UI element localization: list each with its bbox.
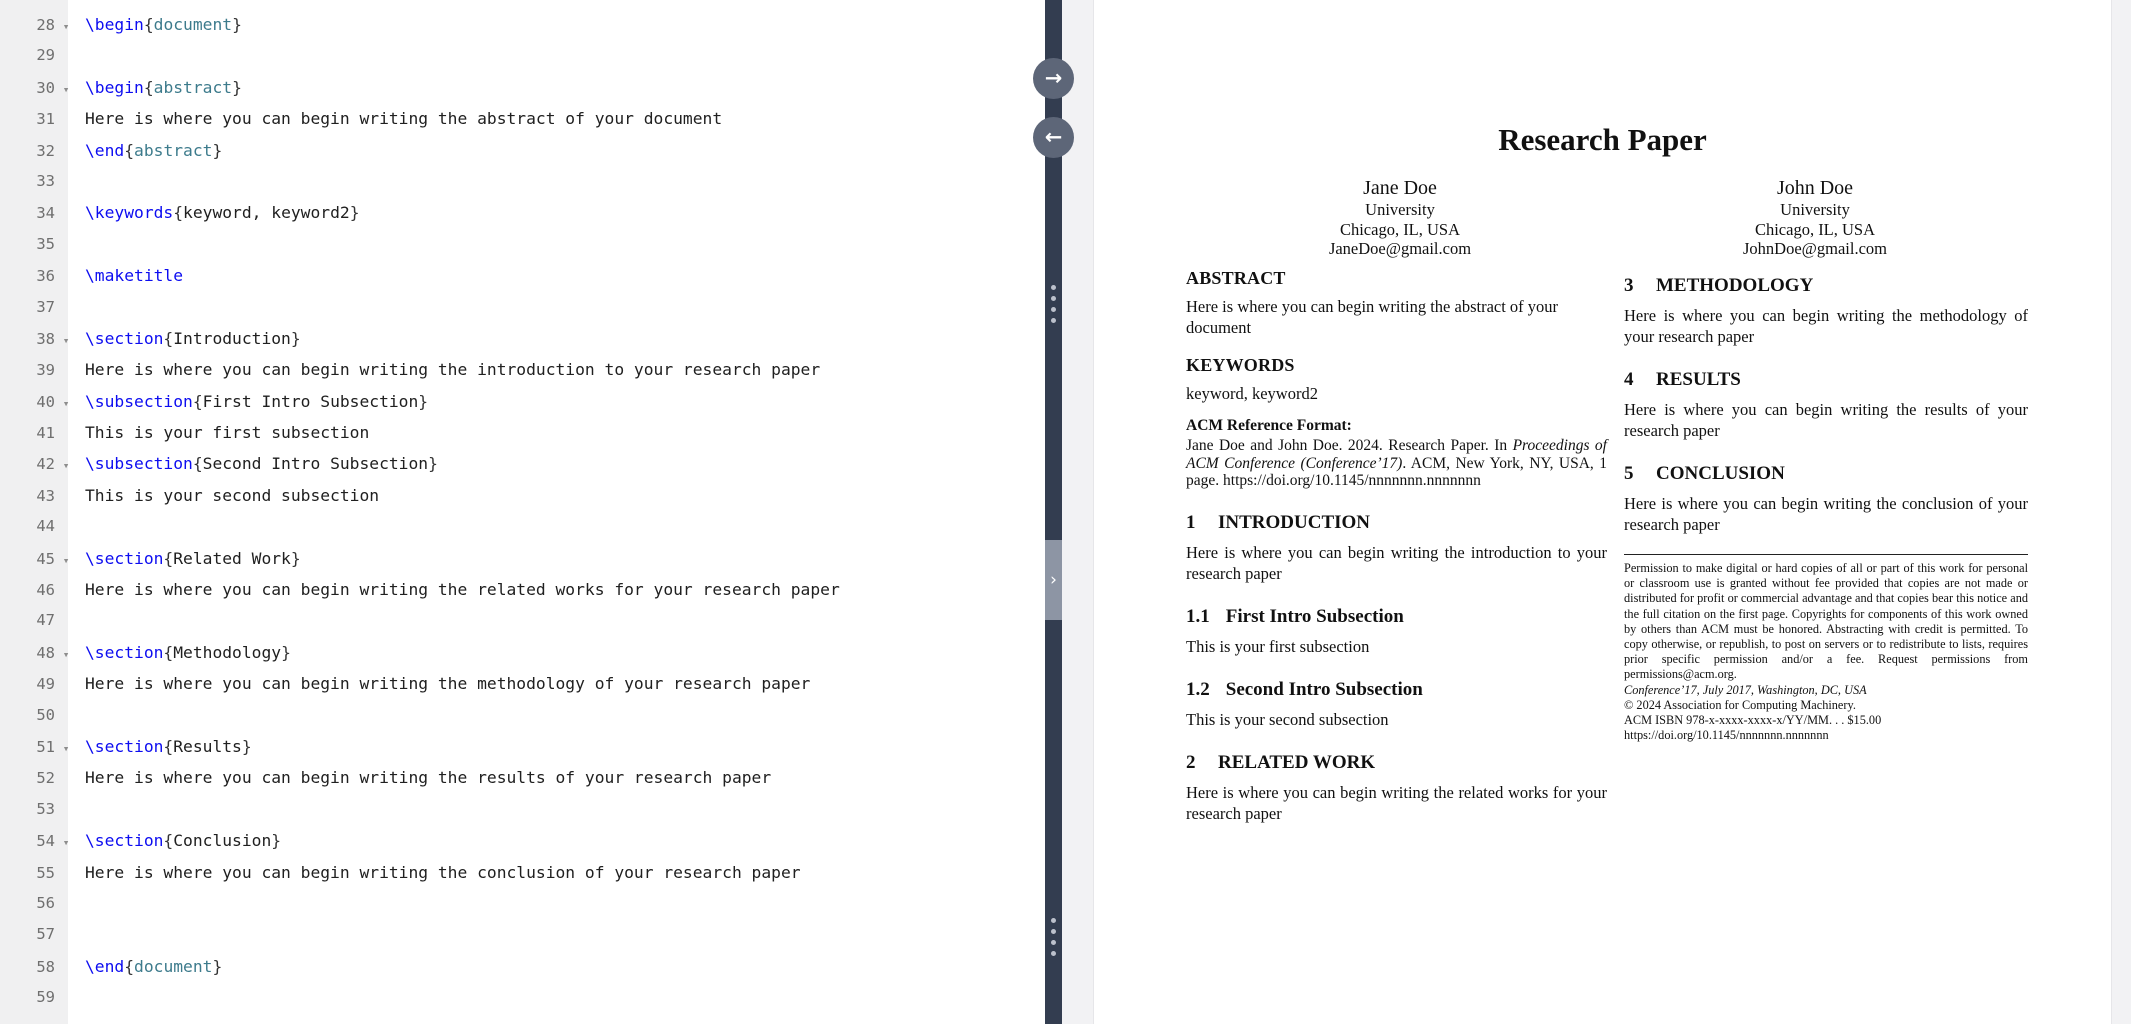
code-text: \section{Related Work}	[85, 548, 301, 568]
code-text: \section{Conclusion}	[85, 831, 282, 851]
author-email: JaneDoe@gmail.com	[1328, 239, 1472, 258]
code-text: \section{Results}	[85, 736, 252, 756]
pdf-column-left	[1186, 268, 1607, 824]
line-number: 48	[36, 643, 55, 662]
section-body: Here is where you can begin writing the introduction to your research paper	[1186, 542, 1607, 583]
line-number: 41	[36, 424, 55, 443]
resizer-grip-dots-top	[1051, 285, 1056, 329]
code-text: \end{document}	[85, 956, 223, 976]
line-number: 46	[36, 581, 55, 600]
code-line[interactable]	[0, 229, 1045, 260]
section-body: Here is where you can begin writing the related works for your research paper	[1186, 782, 1607, 823]
code-text: \begin{document}	[85, 15, 242, 34]
code-line[interactable]	[0, 260, 1045, 291]
paper-title: Research Paper	[1498, 122, 1707, 157]
code-line[interactable]	[0, 448, 1045, 479]
code-line[interactable]	[0, 919, 1045, 950]
subsection-heading-1.2: 1.2 Second Intro Subsection	[1186, 678, 1423, 700]
line-number: 31	[36, 110, 55, 129]
code-line[interactable]	[0, 197, 1045, 228]
code-text: This is your second subsection	[85, 485, 380, 505]
code-line[interactable]	[0, 135, 1045, 166]
code-text: \end{abstract}	[85, 140, 223, 160]
line-number: 37	[36, 297, 55, 316]
code-line[interactable]	[0, 386, 1045, 417]
line-number: 32	[36, 141, 55, 160]
author-affiliation: University	[1780, 200, 1850, 219]
section-heading-4: 4 RESULTS	[1624, 369, 1741, 390]
acm-reference-heading: ACM Reference Format:	[1186, 417, 1352, 434]
code-line[interactable]	[0, 700, 1045, 731]
isbn-line: ACM ISBN 978-x-xxxx-xxxx-x/YY/MM. . . $15.00	[1624, 713, 1882, 728]
code-line[interactable]	[0, 292, 1045, 323]
copyright-line: © 2024 Association for Computing Machinery.	[1624, 697, 1856, 712]
code-text: Here is where you can begin writing the conclusion of your research paper	[85, 862, 801, 882]
acm-copyright-footnote	[1624, 554, 2028, 743]
code-line[interactable]	[0, 354, 1045, 385]
keywords-body: keyword, keyword2	[1186, 384, 1318, 403]
code-line[interactable]	[0, 480, 1045, 511]
section-body: Here is where you can begin writing the conclusion of your research paper	[1624, 494, 2028, 534]
code-text: \begin{abstract}	[85, 77, 242, 97]
line-number: 51	[36, 737, 55, 756]
author-block-jane	[1240, 176, 1560, 259]
code-text: \maketitle	[85, 266, 184, 286]
line-number: 28	[36, 16, 55, 34]
acm-reference-text: Jane Doe and John Doe. 2024. Research Paper. In Proceedings of ACM Conference (Conference’17). ACM, New York, NY, USA, 1 page. https://doi.org/10.1145/nnnnnnn.nnnnnnn	[1186, 437, 1607, 489]
code-line[interactable]	[0, 951, 1045, 982]
line-number: 29	[36, 46, 55, 65]
code-line[interactable]	[0, 605, 1045, 636]
line-number: 47	[36, 611, 55, 630]
footnote-rule	[1624, 554, 2028, 555]
code-line[interactable]	[0, 794, 1045, 825]
section-heading-2: 2 RELATED WORK	[1186, 751, 1376, 773]
section-heading-3: 3 METHODOLOGY	[1624, 275, 1814, 296]
code-line[interactable]	[0, 9, 1045, 40]
fold-arrow-icon[interactable]: ▾	[62, 20, 70, 33]
code-line[interactable]	[0, 511, 1045, 542]
code-text: \section{Methodology}	[85, 642, 291, 662]
code-line[interactable]	[0, 543, 1045, 574]
code-line[interactable]	[0, 982, 1045, 1013]
author-location: Chicago, IL, USA	[1339, 219, 1461, 239]
line-number: 30	[36, 78, 55, 97]
author-location: Chicago, IL, USA	[1754, 219, 1876, 239]
pdf-column-right	[1624, 268, 2028, 743]
fold-arrow-icon[interactable]: ▾	[62, 647, 70, 661]
code-text: \subsection{Second Intro Subsection}	[85, 454, 438, 474]
abstract-body: Here is where you can begin writing the abstract of your document	[1186, 297, 1559, 337]
code-line[interactable]	[0, 574, 1045, 605]
code-line[interactable]	[0, 323, 1045, 354]
code-text: Here is where you can begin writing the results of your research paper	[85, 768, 772, 788]
line-number: 56	[36, 893, 55, 912]
code-line[interactable]	[0, 72, 1045, 103]
code-line[interactable]	[0, 166, 1045, 197]
sync-to-pdf-arrow-icon[interactable]: →	[1033, 58, 1074, 99]
code-text: Here is where you can begin writing the methodology of your research paper	[85, 674, 811, 694]
code-line[interactable]	[0, 825, 1045, 856]
line-number: 50	[36, 705, 55, 724]
author-name: Jane Doe	[1363, 177, 1437, 199]
latex-source-editor[interactable]	[0, 0, 1045, 1024]
section-body: This is your first subsection	[1186, 636, 1370, 656]
line-number: 34	[36, 204, 55, 223]
line-number: 55	[36, 863, 55, 882]
line-number: 43	[36, 486, 55, 505]
conference-venue: Conference’17, July 2017, Washington, DC, USA	[1624, 682, 1867, 697]
sync-to-code-arrow-icon[interactable]: ←	[1033, 117, 1074, 158]
line-number: 38	[36, 329, 55, 348]
author-email: JohnDoe@gmail.com	[1743, 239, 1887, 258]
collapse-panel-chevron-icon[interactable]: ›	[1045, 540, 1062, 620]
code-line[interactable]	[0, 103, 1045, 134]
line-number: 44	[36, 517, 55, 536]
code-line[interactable]	[0, 668, 1045, 699]
resizer-grip-dots-bottom	[1051, 918, 1056, 962]
code-lines[interactable]	[0, 9, 1045, 1014]
code-text: Here is where you can begin writing the related works for your research paper	[85, 580, 840, 600]
code-text: Here is where you can begin writing the introduction to your research paper	[85, 360, 821, 380]
fold-arrow-icon[interactable]: ▾	[62, 836, 70, 850]
code-text: \keywords{keyword, keyword2}	[85, 203, 360, 223]
code-text: \section{Introduction}	[85, 328, 301, 348]
section-body: Here is where you can begin writing the methodology of your research paper	[1624, 306, 2028, 346]
line-number: 59	[36, 988, 55, 1007]
fold-arrow-icon[interactable]: ▾	[62, 396, 70, 410]
pdf-preview-pane[interactable]	[1062, 0, 2131, 1024]
section-body: Here is where you can begin writing the results of your research paper	[1624, 400, 2028, 440]
fold-arrow-icon[interactable]: ▾	[62, 459, 70, 473]
line-number: 42	[36, 455, 55, 474]
line-number: 54	[36, 832, 55, 851]
line-number: 58	[36, 957, 55, 976]
code-text: This is your first subsection	[85, 423, 370, 443]
author-name: John Doe	[1776, 177, 1854, 199]
line-number: 40	[36, 392, 55, 411]
line-number: 57	[36, 925, 55, 944]
code-line[interactable]	[0, 40, 1045, 71]
code-line[interactable]	[0, 637, 1045, 668]
line-number: 36	[36, 267, 55, 286]
keywords-heading: KEYWORDS	[1186, 355, 1295, 375]
code-line[interactable]	[0, 888, 1045, 919]
fold-arrow-icon[interactable]: ▾	[62, 553, 70, 567]
section-body: This is your second subsection	[1186, 709, 1389, 729]
section-heading-5: 5 CONCLUSION	[1624, 463, 1785, 484]
line-number: 39	[36, 361, 55, 380]
abstract-heading: ABSTRACT	[1186, 268, 1286, 288]
section-heading-1: 1 INTRODUCTION	[1186, 511, 1371, 533]
code-text: \subsection{First Intro Subsection}	[85, 391, 429, 411]
permission-text: Permission to make digital or hard copies of all or part of this work for personal or classroom use is granted without fee provided that copies are not made or distributed for profit or commercial advantage and that copies bear this notice and the full citation on the first page. Copyrights for components of this work owned by others than ACM must be honored. Abstracting with credit is permitted. To copy otherwise, or republish, to post on servers or to redistribute to lists, requires prior specific permission and/or a fee. Request permissions from permissions@acm.org.	[1624, 561, 2028, 682]
line-number: 33	[36, 171, 55, 190]
fold-arrow-icon[interactable]: ▾	[62, 82, 70, 96]
line-number: 53	[36, 799, 55, 818]
author-block-john	[1655, 176, 1975, 259]
code-line[interactable]	[0, 731, 1045, 762]
code-line[interactable]	[0, 417, 1045, 448]
line-number: 52	[36, 769, 55, 788]
sections-right	[1624, 275, 2028, 535]
line-number: 35	[36, 234, 55, 253]
doi-line: https://doi.org/10.1145/nnnnnnn.nnnnnnn	[1624, 728, 1829, 743]
sections-left	[1186, 512, 1607, 824]
fold-arrow-icon[interactable]: ▾	[62, 333, 70, 347]
line-number: 49	[36, 675, 55, 694]
code-line[interactable]	[0, 857, 1045, 888]
line-number: 45	[36, 549, 55, 568]
code-text: Here is where you can begin writing the abstract of your document	[85, 109, 723, 129]
subsection-heading-1.1: 1.1 First Intro Subsection	[1186, 605, 1404, 627]
code-line[interactable]	[0, 762, 1045, 793]
pdf-page	[1093, 0, 2112, 1024]
fold-arrow-icon[interactable]: ▾	[62, 741, 70, 755]
author-affiliation: University	[1365, 200, 1435, 219]
